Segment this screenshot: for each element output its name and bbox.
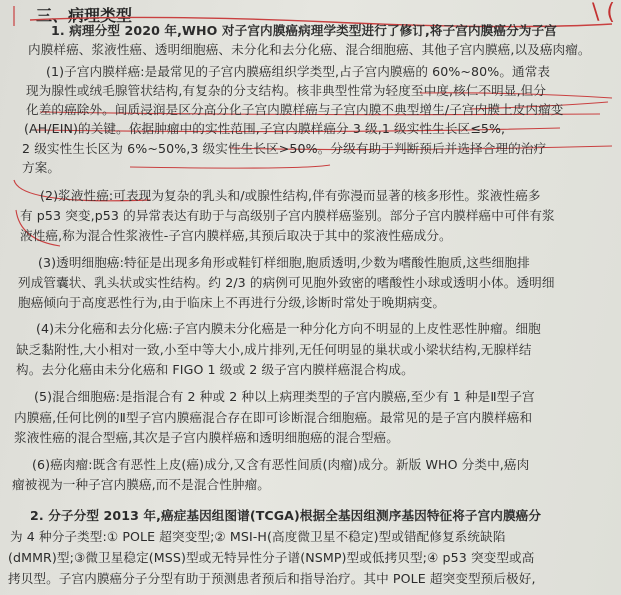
- paragraph-line-3: (1)子宫内膜样癌:是最常见的子宫内膜癌组织学类型,占子宫内膜癌的 60%~80%。通常表: [46, 64, 551, 79]
- paragraph-line-1: 1. 病理分型 2020 年,WHO 对子宫内膜癌病理学类型进行了修订,将子宫内膜癌分为子宫: [51, 23, 557, 38]
- paragraph-line-17: 构。去分化癌由未分化癌和 FIGO 1 级或 2 级子宫内膜样癌混合构成。: [16, 362, 414, 377]
- paragraph-line-26: 拷贝型。子宫内膜癌分子分型有助于预测患者预后和指导治疗。其中 POLE 超突变型预后极好,: [8, 571, 536, 586]
- paragraph-line-5: 化差的癌除外。间质浸润是区分高分化子宫内膜样癌与子宫内膜不典型增生/子宫内膜上皮内瘤变: [26, 102, 564, 117]
- paragraph-line-25: (dMMR)型;③微卫星稳定(MSS)型或无特异性分子谱(NSMP)型或低拷贝型;④ p53 突变型或高: [8, 550, 535, 565]
- paragraph-line-24: 为 4 种分子类型:① POLE 超突变型;② MSI-H(高度微卫星不稳定)型或错配修复系统缺陷: [10, 529, 506, 544]
- paragraph-line-11: 液性癌,称为混合性浆液性-子宫内膜样癌,其预后取决于其中的浆液性癌成分。: [20, 228, 452, 243]
- paragraph-line-13: 列成管囊状、乳头状或实性结构。约 2/3 的病例可见胞外致密的嗜酸性小球或透明小体。透明细: [18, 275, 555, 290]
- paragraph-line-20: 浆液性癌的混合型癌,其次是子宫内膜样癌和透明细胞癌的混合型癌。: [14, 430, 399, 445]
- section-title: 三、病理类型: [36, 6, 133, 25]
- paragraph-line-22: 瘤被视为一种子宫内膜癌,而不是混合性肿瘤。: [12, 477, 270, 492]
- paragraph-line-2: 内膜样癌、浆液性癌、透明细胞癌、未分化和去分化癌、混合细胞癌、其他子宫内膜癌,以及癌肉瘤。: [28, 42, 591, 57]
- handwritten-mark: \ (: [592, 0, 615, 25]
- paragraph-line-15: (4)未分化癌和去分化癌:子宫内膜未分化癌是一种分化方向不明显的上皮性恶性肿瘤。细胞: [36, 321, 541, 336]
- paragraph-line-6: (AH/EIN)的关键。依据肿瘤中的实性范围,子宫内膜样癌分 3 级,1 级实性生长区≤5%,: [24, 121, 506, 136]
- paragraph-line-14: 胞癌倾向于高度恶性行为,由于临床上不再进行分级,诊断时常处于晚期病变。: [18, 295, 446, 310]
- paragraph-line-8: 方案。: [22, 160, 61, 175]
- paragraph-line-21: (6)癌肉瘤:既含有恶性上皮(癌)成分,又含有恶性间质(肉瘤)成分。新版 WHO 分类中,癌肉: [32, 457, 530, 472]
- paragraph-line-18: (5)混合细胞癌:是指混合有 2 种或 2 种以上病理类型的子宫内膜癌,至少有 1 种是Ⅱ型子宫: [34, 389, 535, 404]
- paragraph-line-23: 2. 分子分型 2013 年,癌症基因组图谱(TCGA)根据全基因组测序基因特征将子宫内膜癌分: [30, 508, 542, 523]
- paragraph-line-19: 内膜癌,任何比例的Ⅱ型子宫内膜癌混合存在即可诊断混合细胞癌。最常见的是子宫内膜样癌和: [14, 410, 533, 425]
- paragraph-line-16: 缺乏黏附性,大小相对一致,小至中等大小,成片排列,无任何明显的巢状或小梁状结构,无腺样结: [16, 342, 532, 357]
- paragraph-line-12: (3)透明细胞癌:特征是出现多角形或鞋钉样细胞,胞质透明,少数为嗜酸性胞质,这些细胞排: [38, 255, 530, 270]
- paragraph-line-4: 现为腺性或绒毛腺管状结构,有复杂的分支结构。核非典型性常为轻度至中度,核仁不明显,但分: [26, 83, 547, 98]
- paragraph-line-7: 2 级实性生长区为 6%~50%,3 级实性生长区>50%。分级有助于判断预后并选择合理的治疗: [22, 141, 547, 156]
- paragraph-line-10: 有 p53 突变,p53 的异常表达有助于与高级别子宫内膜样癌鉴别。部分子宫内膜样癌中可伴有浆: [20, 208, 555, 223]
- paragraph-line-9: (2)浆液性癌:可表现为复杂的乳头和/或腺性结构,伴有弥漫而显著的核多形性。浆液性癌多: [40, 188, 541, 203]
